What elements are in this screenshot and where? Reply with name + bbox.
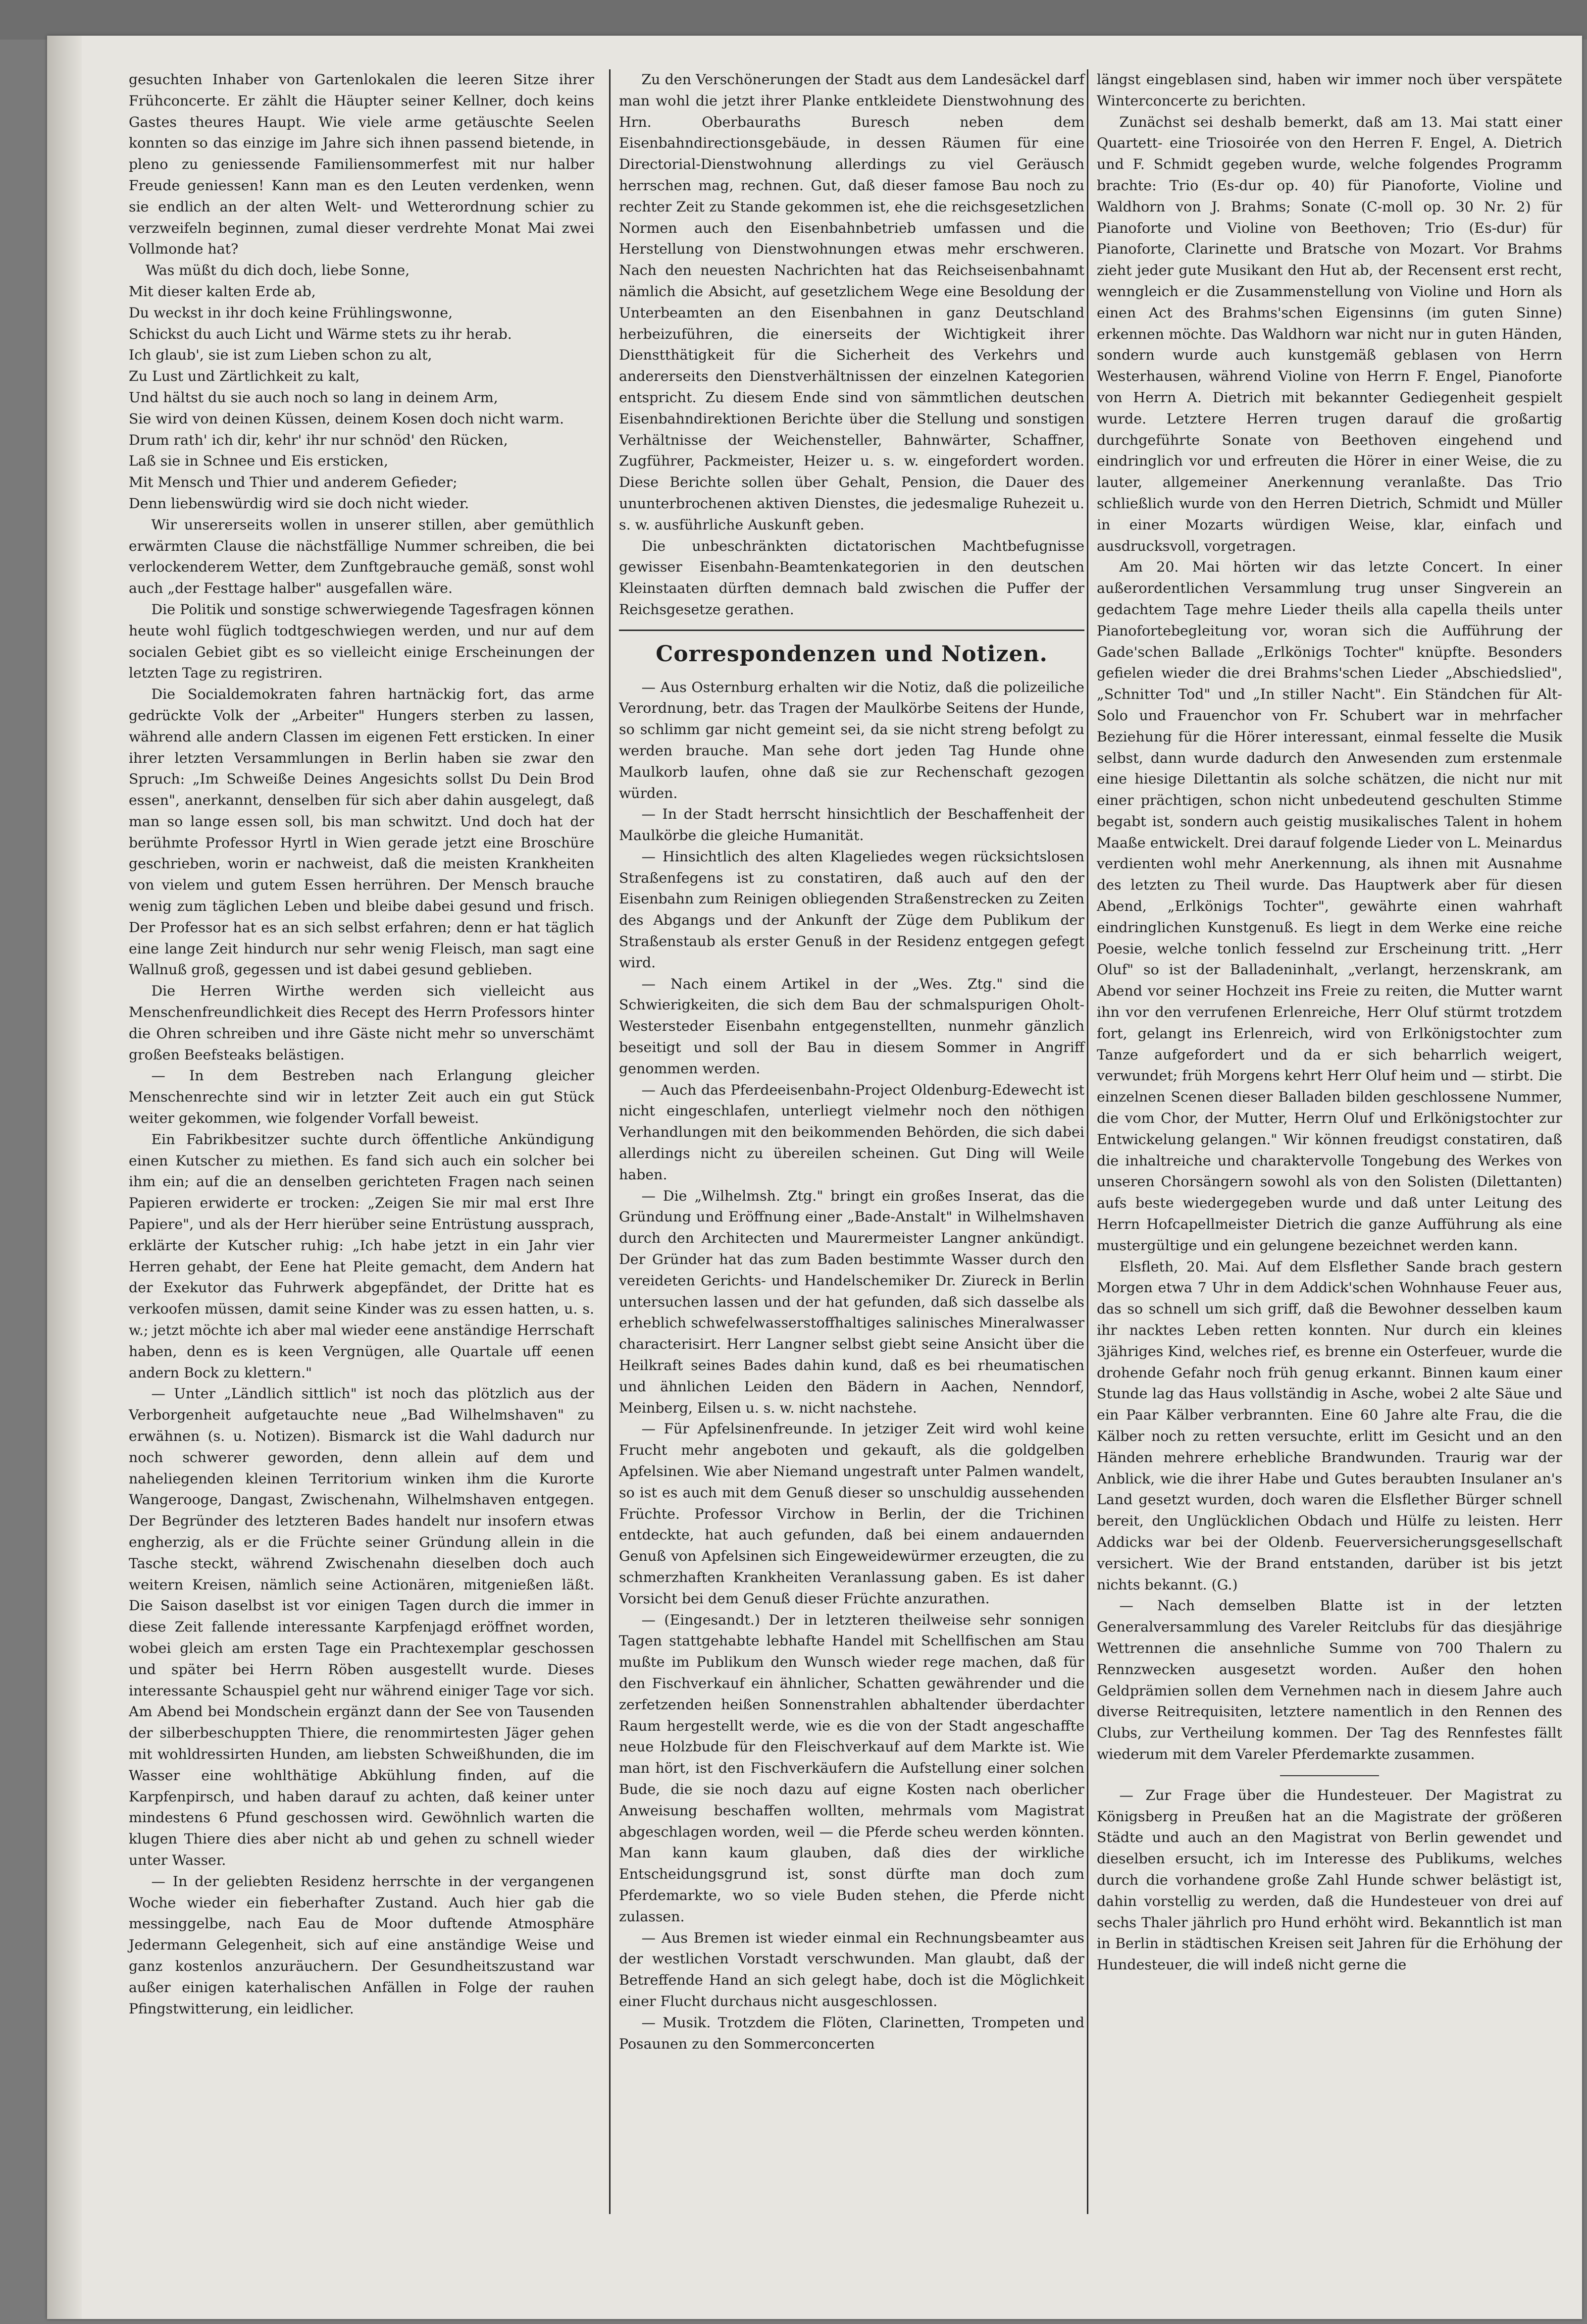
notice: — Hinsichtlich des alten Klageliedes wegen rücksichtslosen Straßenfegens ist zu constatiren, daß auch auf den der Eisenbahn zum Reinigen obliegenden Straßenstrecken zu Zeiten des Abgangs und der Ankunft der Züge dem Publikum der Straßenstaub als erster Genuß in der Residenz entgegen gefegt wird. — [619, 848, 1084, 971]
section-heading: Correspondenzen und Notizen. — [656, 641, 1048, 667]
paragraph: Die unbeschränkten dictatorischen Machtbefugnisse gewisser Eisenbahn-Beamtenkategorien in den deutschen Kleinstaaten dürften demnach bald zwischen die Puffer der Reichsgesetze gerathen. — [619, 537, 1084, 618]
paragraph: Wir unsererseits wollen in unserer stillen, aber gemüthlich erwärmten Clause die nächstfällige Nummer schreiben, die bei verlockenderem Wetter, dem Zunftgebrauche gemäß, sonst wohl auch „der Festtage halber" ausgefallen wäre. — [129, 516, 594, 597]
notice: — Die „Wilhelmsh. Ztg." bringt ein großes Inserat, das die Gründung und Eröffnung einer „Bade-Anstalt" in Wilhelmshaven durch den Architecten und Maurermeister Langner ankündigt. Der Gründer hat das zum Baden bestimmte Wasser durch den vereideten Gerichts- und Handelschemiker Dr. Ziureck in Berlin untersuchen lassen und der hat gefunden, daß sich dasselbe als erheblich schwefelwasserstoffhaltiges salinisches Mineralwasser characterisirt. Herr Langner selbst giebt seine Ansicht über die Heilkraft seines Bades dahin kund, daß es bei rheumatischen und ähnlichen Leiden den Bädern in Aachen, Nenndorf, Meinberg, Eilsen u. s. w. nicht nachstehe. — [619, 1187, 1084, 1416]
poem-line: Was müßt du dich doch, liebe Sonne, — [146, 262, 410, 279]
paragraph: längst eingeblasen sind, haben wir immer noch über verspätete Winterconcerte zu berichten. — [1097, 71, 1562, 109]
poem-line: Ich glaub', sie ist zum Lieben schon zu alt, — [129, 347, 432, 364]
poem-line: Zu Lust und Zärtlichkeit zu kalt, — [129, 368, 360, 385]
notice: — Aus Osternburg erhalten wir die Notiz, daß die polizeiliche Verordnung, betr. das Tragen der Maulkörbe Seitens der Hunde, so schlimm gar nicht gemeint sei, da sie nicht streng befolgt zu werden brauche. Man sehe dort jeden Tag Hunde ohne Maulkorb laufen, ohne daß sie zur Rechenschaft gezogen würden. — [619, 679, 1084, 801]
short-divider — [1280, 1775, 1379, 1776]
poem — [129, 260, 594, 515]
section-divider — [619, 630, 1084, 631]
paragraph: — In dem Bestreben nach Erlangung gleicher Menschenrechte sind wir in letzter Zeit auch ein gut Stück weiter gekommen, wie folgender Vorfall beweist. — [129, 1067, 594, 1127]
column-rule-1 — [609, 69, 611, 2214]
poem-line: Du weckst in ihr doch keine Frühlingswonne, — [129, 304, 453, 321]
paragraph: — In der geliebten Residenz herrschte in der vergangenen Woche wieder ein fieberhafter Zustand. Auch hier gab die messinggelbe, nach Eau de Moor duftende Atmosphäre Jedermann Gelegenheit, sich auf eine anständige Weise und ganz kostenlos anzuräuchern. Der Gesundheitszustand war außer einigen katerhalischen Anfällen in Folge der rauhen Pfingstwitterung, ein leidlicher. — [129, 1873, 594, 2017]
paragraph: Ein Fabrikbesitzer suchte durch öffentliche Ankündigung einen Kutscher zu miethen. Es fand sich auch ein solcher bei ihm ein; auf die an denselben gerichteten Fragen nach seinen Papieren erwiderte er trocken: „Zeigen Sie mir mal erst Ihre Papiere", und als der Herr hierüber seine Entrüstung aussprach, erklärte der Kutscher ruhig: „Ich habe jetzt in ein Jahr vier Herren gehabt, der Eene hat Pleite gemacht, dem Andern hat der Exekutor das Fuhrwerk abgepfändet, der Dritte hat es verkoofen müssen, damit seine Kinder was zu essen hatten, u. s. w.; jetzt möchte ich aber mal wieder eene anständige Herrschaft haben, denn es is keen Vergnügen, alle Quartale uff eenen andern Bock zu klettern." — [129, 1131, 594, 1381]
notice: — Aus Bremen ist wieder einmal ein Rechnungsbeamter aus der westlichen Vorstadt verschwunden. Man glaubt, daß der Betreffende Hand an sich gelegt habe, doch ist die Möglichkeit einer Flucht durchaus nicht ausgeschlossen. — [619, 1929, 1084, 2009]
paragraph: Zunächst sei deshalb bemerkt, daß am 13. Mai statt einer Quartett- eine Triosoirée von den Herren F. Engel, A. Dietrich und F. Schmidt gegeben wurde, welche folgendes Programm brachte: Trio (Es-dur op. 40) für Pianoforte, Violine und Waldhorn von J. Brahms; Sonate (C-moll op. 30 Nr. 2) für Pianoforte und Violine von Beethoven; Trio (Es-dur) für Pianoforte, Clarinette und Bratsche von Mozart. Vor Brahms zieht jeder gute Musikant den Hut ab, der Recensent erst recht, wenngleich er die Zusammenstellung von Violine und Horn als einen Act des Brahms'schen Eigensinns (im guten Sinne) erkennen möchte. Das Waldhorn war nicht nur in guten Händen, sondern wurde auch kunstgemäß geblasen von Herrn Westerhausen, während Violine von Herrn F. Engel, Pianoforte von Herrn A. Dietrich mit bekannter Gediegenheit gespielt wurde. Letztere Herren trugen darauf die großartig durchgeführte Sonate von Beethoven eingehend und eindringlich vor und erfreuten die Hörer in einer Weise, die zu lauter, allgemeiner Anerkennung veranlaßte. Das Trio schließlich wurde von den Herren Dietrich, Schmidt und Müller in einer Mozarts würdigen Weise, klar, einfach und ausdrucksvoll, vorgetragen. — [1097, 113, 1562, 554]
poem-line: Denn liebenswürdig wird sie doch nicht wieder. — [129, 495, 469, 512]
notice: — Für Apfelsinenfreunde. In jetziger Zeit wird wohl keine Frucht mehr angeboten und gekauft, als die goldgelben Apfelsinen. Wie aber Niemand ungestraft unter Palmen wandelt, so ist es auch mit dem Genuß dieser so unschuldig aussehenden Früchte. Professor Virchow in Berlin, der die Trichinen entdeckte, hat auch gefunden, daß bei einem andauernden Genuß von Apfelsinen sich Eingeweidewürmer erzeugten, die zu schmerzhaften Krankheiten Veranlassung gaben. Es ist daher Vorsicht bei dem Genuß dieser Früchte anzurathen. — [619, 1421, 1084, 1607]
paragraph: Elsfleth, 20. Mai. Auf dem Elsflether Sande brach gestern Morgen etwa 7 Uhr in dem Addick'schen Wohnhause Feuer aus, das so schnell um sich griff, daß die Bewohner desselben kaum ihr nacktes Leben retten konnten. Nur durch ein kleines 3jähriges Kind, welches rief, es brenne ein Osterfeuer, wurde die drohende Gefahr noch früh genug erkannt. Binnen kaum einer Stunde lag das Haus vollständig in Asche, wobei 2 alte Säue und ein Paar Kälber verbrannten. Eine 60 Jahre alte Frau, die die Kälber noch zu retten versuchte, erlitt im Gesicht und an den Händen mehrere erhebliche Brandwunden. Traurig war der Anblick, wie die ihrer Habe und Gutes beraubten Insulaner an's Land gesetzt wurden, doch waren die Elsflether Bürger schnell bereit, den Unglücklichen Obdach und Hülfe zu leisten. Herr Addicks war bei der Oldenb. Feuerversicherungsgesellschaft versichert. Wie der Brand entstanden, darüber ist bis jetzt nichts bekannt. (G.) — [1097, 1258, 1562, 1593]
notice: — In der Stadt herrscht hinsichtlich der Beschaffenheit der Maulkörbe die gleiche Humanität. — [619, 806, 1084, 844]
binding-edge — [47, 36, 82, 2319]
paragraph: — Unter „Ländlich sittlich" ist noch das plötzlich aus der Verborgenheit aufgetauchte neue „Bad Wilhelmshaven" zu erwähnen (s. u. Notizen). Bismarck ist die Wahl dadurch nur noch schwerer geworden, denn allein auf dem und naheliegenden kleinen Territorium winken ihm die Kurorte Wangerooge, Dangast, Zwischenahn, Wilhelmshaven entgegen. Der Begründer des letzteren Bades handelt nur insofern etwas engherzig, als er die Früchte seiner Gründung allein in die Tasche steckt, während Zwischenahn dieselben doch auch weitern Kreisen, nämlich seine Actionären, mitgenießen läßt. Die Saison daselbst ist vor einigen Tagen durch die immer in diese Zeit fallende interessante Karpfenjagd eröffnet worden, wobei gleich am ersten Tage ein Prachtexemplar geschossen und später bei Herrn Röben ausgestellt wurde. Dieses interessante Schauspiel geht nur während einiger Tage vor sich. Am Abend bei Mondschein ergänzt dann der See von Tausenden der silberbeschuppten Thiere, die renommirtesten Jäger gehen mit wohldressirten Hunden, am liebsten Schweißhunden, die im Wasser eine wohlthätige Abkühlung finden, auf die Karpfenpirsch, und haben darauf zu achten, daß keiner unter mindestens 6 Pfund geschossen wird. Gewöhnlich warten die klugen Thiere dies aber nicht ab und gehen zu schnell wieder unter Wasser. — [129, 1385, 594, 1868]
column-2 — [619, 69, 1084, 2055]
poem-line: Laß sie in Schnee und Eis ersticken, — [129, 453, 388, 470]
paragraph: gesuchten Inhaber von Gartenlokalen die leeren Sitze ihrer Frühconcerte. Er zählt die Häupter seiner Kellner, doch keins Gastes theures Haupt. Wie viele arme getäuschte Seelen konnten so das einzige im Jahre sich ihnen passend bietende, in pleno zu geniessende Familiensommerfest mit nur halber Freude geniessen! Kann man es den Leuten verdenken, wenn sie endlich an der alten Welt- und Wetterordnung schier zu verzweifeln beginnen, zumal dieser verdrehte Monat Mai zwei Vollmonde hat? — [129, 71, 594, 258]
paragraph: Die Socialdemokraten fahren hartnäckig fort, das arme gedrückte Volk der „Arbeiter" Hungers sterben zu lassen, während alle andern Classen im eigenen Fett ersticken. In einer ihrer letzten Versammlungen in Berlin haben sie zwar den Spruch: „Im Schweiße Deines Angesichts sollst Du Dein Brod essen", anerkannt, denselben für sich aber dahin ausgelegt, daß man so lange essen soll, bis man schwitzt. Und doch hat der berühmte Professor Hyrtl in Wien gerade jetzt eine Broschüre geschrieben, worin er nachweist, daß die meisten Krankheiten von vielem und gutem Essen herrühren. Der Mensch brauche wenig zum täglichen Leben und bleibe dabei gesund und frisch. Der Professor hat es an sich selbst erfahren; denn er hat täglich eine lange Zeit hindurch nur sehr wenig Fleisch, man sagt eine Wallnuß groß, gegessen und ist dabei gesund geblieben. — [129, 686, 594, 978]
scan-background — [0, 0, 1587, 40]
poem-line: Und hältst du sie auch noch so lang in deinem Arm, — [129, 389, 498, 406]
paragraph: Die Herren Wirthe werden sich vielleicht aus Menschenfreundlichkeit dies Recept des Herrn Professors hinter die Ohren schreiben und ihre Gäste nicht mehr so unverschämt großen Beefsteaks belästigen. — [129, 983, 594, 1063]
notice: — Musik. Trotzdem die Flöten, Clarinetten, Trompeten und Posaunen zu den Sommerconcerten — [619, 2014, 1084, 2052]
poem-line: Mit Mensch und Thier und anderem Gefieder; — [129, 474, 458, 491]
paragraph: Zu den Verschönerungen der Stadt aus dem Landesäckel darf man wohl die jetzt ihrer Planke entkleidete Dienstwohnung des Hrn. Oberbauraths Buresch neben dem Eisenbahndirectionsgebäude, in dessen Räumen für eine Directorial-Dienstwohnung allerdings zu viel Geräusch herrschen mag, rechnen. Gut, daß dieser famose Bau noch zu rechter Zeit zu Stande gekommen ist, ehe die reichsgesetzlichen Normen auch den Eisenbahnbetrieb umfassen und die Herstellung von Dienstwohnungen etwas mehr erschweren. Nach den neuesten Nachrichten hat das Reichseisenbahnamt nämlich die Absicht, auf gesetzlichem Wege eine Besoldung der Unterbeamten an den Eisenbahnen in ganz Deutschland herbeizuführen, die einerseits der Wichtigkeit ihrer Dienstthätigkeit für die Sicherheit des Verkehrs und andererseits den Dienstverhältnissen der einzelnen Kategorien entspricht. Zu diesem Ende sind von sämmtlichen deutschen Eisenbahndirektionen Berichte über die Stellung und sonstigen Verhältnisse der Weichensteller, Bahnwärter, Schaffner, Zugführer, Packmeister, Heizer u. s. w. eingefordert worden. Diese Berichte sollen über Gehalt, Pension, die Dauer des ununterbrochenen aktiven Dienstes, die jedesmalige Ruhezeit u. s. w. ausführliche Auskunft geben. — [619, 71, 1084, 533]
notice: — Auch das Pferdeeisenbahn-Project Oldenburg-Edewecht ist nicht eingeschlafen, unterliegt vielmehr noch den nöthigen Verhandlungen mit den beikommenden Behörden, die sich dabei allerdings nicht zu übereilen scheinen. Gut Ding will Weile haben. — [619, 1081, 1084, 1183]
column-1 — [129, 69, 594, 2019]
poem-line: Sie wird von deinen Küssen, deinem Kosen doch nicht warm. — [129, 410, 564, 427]
notice: — (Eingesandt.) Der in letzteren theilweise sehr sonnigen Tagen stattgehabte lebhafte Handel mit Schellfischen am Stau mußte im Publikum den Wunsch wieder rege machen, daß für den Fischverkauf ein ähnlicher, Schatten gewährender und die zerfetzenden heißen Sonnenstrahlen abhaltender überdachter Raum hergestellt werde, wie es die von der Stadt angeschaffte neue Holzbude für den Fleischverkauf auf dem Markte ist. Wie man hört, ist den Fischverkäufern die Aufstellung einer solchen Bude, die sie noch dazu auf eigne Kosten nach oberlicher Anweisung beschaffen wollten, mehrmals vom Magistrat abgeschlagen worden, weil — die Pferde scheu werden könnten. Man kann kaum glauben, daß dies der wirkliche Entscheidungsgrund ist, sonst dürfte man doch zum Pferdemarkte, wo so viele Buden stehen, die Pferde nicht zulassen. — [619, 1611, 1084, 1925]
paragraph: — Nach demselben Blatte ist in der letzten Generalversammlung des Vareler Reitclubs für das diesjährige Wettrennen die ansehnliche Summe von 700 Thalern zu Rennzwecken ausgesetzt worden. Außer den hohen Geldprämien sollen dem Vernehmen nach in diesem Jahre auch diverse Reitrequisiten, letztere namentlich in den Rennen des Clubs, zur Vertheilung kommen. Der Tag des Rennfestes fällt wiederum mit dem Vareler Pferdemarkte zusammen. — [1097, 1597, 1562, 1762]
paragraph: Am 20. Mai hörten wir das letzte Concert. In einer außerordentlichen Versammlung trug unser Singverein an gedachtem Tage mehre Lieder theils alla capella theils unter Pianofortebegleitung vor, woran sich die Aufführung der Gade'schen Ballade „Erlkönigs Tochter" knüpfte. Besonders gefielen wieder die drei Brahms'schen Lieder „Abschiedslied", „Schnitter Tod" und „In stiller Nacht". Ein Ständchen für Alt-Solo und Frauenchor von Fr. Schubert war in mehrfacher Beziehung für die Hörer interessant, einmal fesselte die Musik selbst, dann wurde dadurch den Anwesenden zum erstenmale eine hiesige Dilettantin als solche schätzen, die nicht nur mit einer prächtigen, schon nicht unbedeutend geschulten Stimme begabt ist, sondern auch geistig musikalisches Talent in hohem Maaße entwickelt. Drei darauf folgende Lieder von L. Meinardus verdienten wohl mehr Anerkennung, als ihnen mit Ausnahme des letzten zu Theil wurde. Das Hauptwerk aber für diesen Abend, „Erlkönigs Tochter", gewährte einen wahrhaft eindringlichen Kunstgenuß. Es liegt in dem Werke eine reiche Poesie, welche tonlich fesselnd zur Erscheinung tritt. „Herr Oluf" so ist der Balladeninhalt, „verlangt, herzenskrank, am Abend vor seiner Hochzeit ins Freie zu reiten, die Mutter warnt ihn vor den verrufenen Erlenreiche, Herr Oluf stürmt trotzdem fort, gelangt ins Erlenreich, wird von Erlkönigstochter zum Tanze aufgefordert und da er sich beharrlich weigert, verwundet; früh Morgens kehrt Herr Oluf heim und — stirbt. Die einzelnen Scenen dieser Balladen bilden geschlossene Nummer, die vom Chor, der Mutter, Herrn Oluf und Erlkönigstochter zur Entwickelung gelangen." Wir können freudigst constatiren, daß die inhaltreiche und charaktervolle Tongebung des Werkes von unseren Chorsängern sowohl als von den Solisten (Dilettanten) aufs beste wiedergegeben wurde und daß unter Leitung des Herrn Hofcapellmeister Dietrich die ganze Aufführung als eine mustergültige und ein gelungene bezeichnet werden kann. — [1097, 559, 1562, 1254]
column-3 — [1097, 69, 1562, 1976]
column-rule-2 — [1087, 69, 1088, 2214]
poem-line: Mit dieser kalten Erde ab, — [129, 283, 316, 300]
paragraph: Die Politik und sonstige schwerwiegende Tagesfragen können heute wohl füglich todtgeschwiegen werden, und nur auf dem socialen Gebiet gibt es so vielleicht einige Erscheinungen der letzten Tage zu registriren. — [129, 601, 594, 682]
notice: — Nach einem Artikel in der „Wes. Ztg." sind die Schwierigkeiten, die sich dem Bau der schmalspurigen Oholt-Westersteder Eisenbahn entgegenstellten, nunmehr gänzlich beseitigt und soll der Bau in diesem Sommer in Angriff genommen werden. — [619, 975, 1084, 1077]
poem-line: Schickst du auch Licht und Wärme stets zu ihr herab. — [129, 325, 512, 342]
paragraph: — Zur Frage über die Hundesteuer. Der Magistrat zu Königsberg in Preußen hat an die Magistrate der größeren Städte und auch an den Magistrat von Berlin gewendet und dieselben ersucht, ich im Interesse des Publikums, welches durch die vorhandene große Zahl Hunde schwer belästigt ist, dahin vorstellig zu werden, daß die Hundesteuer von drei auf sechs Thaler jährlich pro Hund erhöht wird. Bekanntlich ist man in Berlin in städtischen Kreisen seit Jahren für die Erhöhung der Hundesteuer, die will indeß nicht gerne die — [1097, 1787, 1562, 1973]
poem-line: Drum rath' ich dir, kehr' ihr nur schnöd' den Rücken, — [129, 431, 508, 448]
